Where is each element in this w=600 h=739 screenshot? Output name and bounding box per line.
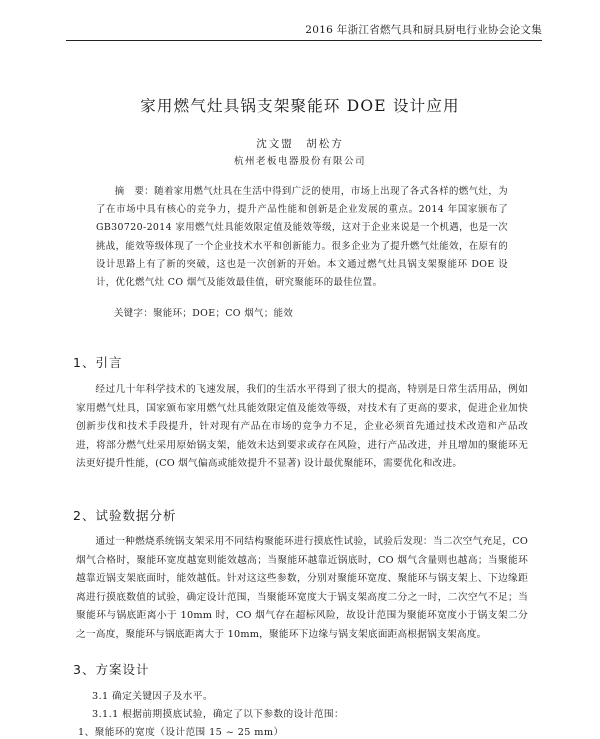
section-heading-introduction: 1、引言	[73, 355, 123, 370]
keywords-text: 聚能环；DOE；CO 烟气；能效	[153, 308, 294, 319]
scheme-design-line: 1、聚能环的宽度（设计范围 15 ~ 25 mm）	[78, 727, 284, 738]
keywords	[114, 306, 508, 322]
section-data-analysis-paragraph: 通过一种燃烧系统锅支架采用不同结构聚能环进行摸底性试验，试验后发现：当二次空气充足，CO 烟气合格时，聚能环宽度越宽则能效越高；当聚能环越靠近锅底时，CO 烟气含量则也越高；当聚能环越靠近锅支架底面时，能效越低。针对这这些参数，分别对聚能环宽度、聚能环与锅支架上、下边缘距离进行摸底数值的试验，确定设计范围，当聚能环宽度大于锅支架高度二分之一时，二次空气不足；当聚能环与锅底距离小于 10mm 时，CO 烟气存在超标风险，故设计范围为聚能环宽度小于锅支架二分之一高度，聚能环与锅底距离大于 10mm，聚能环下边缘与锅支架底面距高根据锅支架高度。	[76, 536, 528, 640]
abstract-label: 摘 要：	[114, 186, 155, 197]
author-names: 沈文盟 胡松方	[256, 138, 344, 150]
section-heading-data-analysis: 2、试验数据分析	[73, 508, 177, 523]
abstract	[96, 183, 508, 292]
scheme-design-line: 3.1.1 根据前期摸底试验，确定了以下参数的设计范围：	[92, 709, 345, 720]
section-heading-scheme-design: 3、方案设计	[73, 662, 150, 677]
scheme-design-line: 3.1 确定关键因子及水平。	[92, 691, 213, 702]
author-affiliation: 杭州老板电器股份有限公司	[233, 156, 366, 167]
keywords-label: 关键字：	[114, 308, 154, 319]
paper-title: 家用燃气灶具锅支架聚能环 DOE 设计应用	[140, 97, 460, 115]
abstract-text: 随着家用燃气灶具在生活中得到广泛的使用，市场上出现了各式各样的燃气灶，为了在市场中具有核心的竞争力，提升产品性能和创新是企业发展的重点。2014 年国家颁布了 GB30720-2014 家用燃气灶具能效限定值及能效等级，这对于企业来说是一个机遇，也是一次挑战，能效等级体现了一个企业技术水平和创新能力。很多企业为了提升燃气灶能效，在原有的设计思路上有了新的突破，这也是一次创新的开始。本文通过燃气灶具锅支架聚能环 DOE 设计，优化燃气灶 CO 烟气及能效最佳值，研究聚能环的最佳位置。	[96, 186, 508, 289]
section-introduction-paragraph: 经过几十年科学技术的飞速发展，我们的生活水平得到了很大的提高，特别是日常生活用品，例如家用燃气灶具，国家颁布家用燃气灶具能效限定值及能效等级，对技术有了更高的要求，促进企业加快创新步伐和技术手段提升，针对现有产品在市场的竞争力不足，企业必须首先通过技术改造和产品改进，将部分燃气灶采用原始锅支架，能效未达到要求或存在风险，进行产品改进，并且增加的聚能环无法更好提升性能，(CO 烟气偏高或能效提升不显著) 设计最优聚能环，需要优化和改进。	[76, 384, 528, 469]
running-header: 2016 年浙江省燃气具和厨具厨电行业协会论文集	[66, 22, 542, 41]
